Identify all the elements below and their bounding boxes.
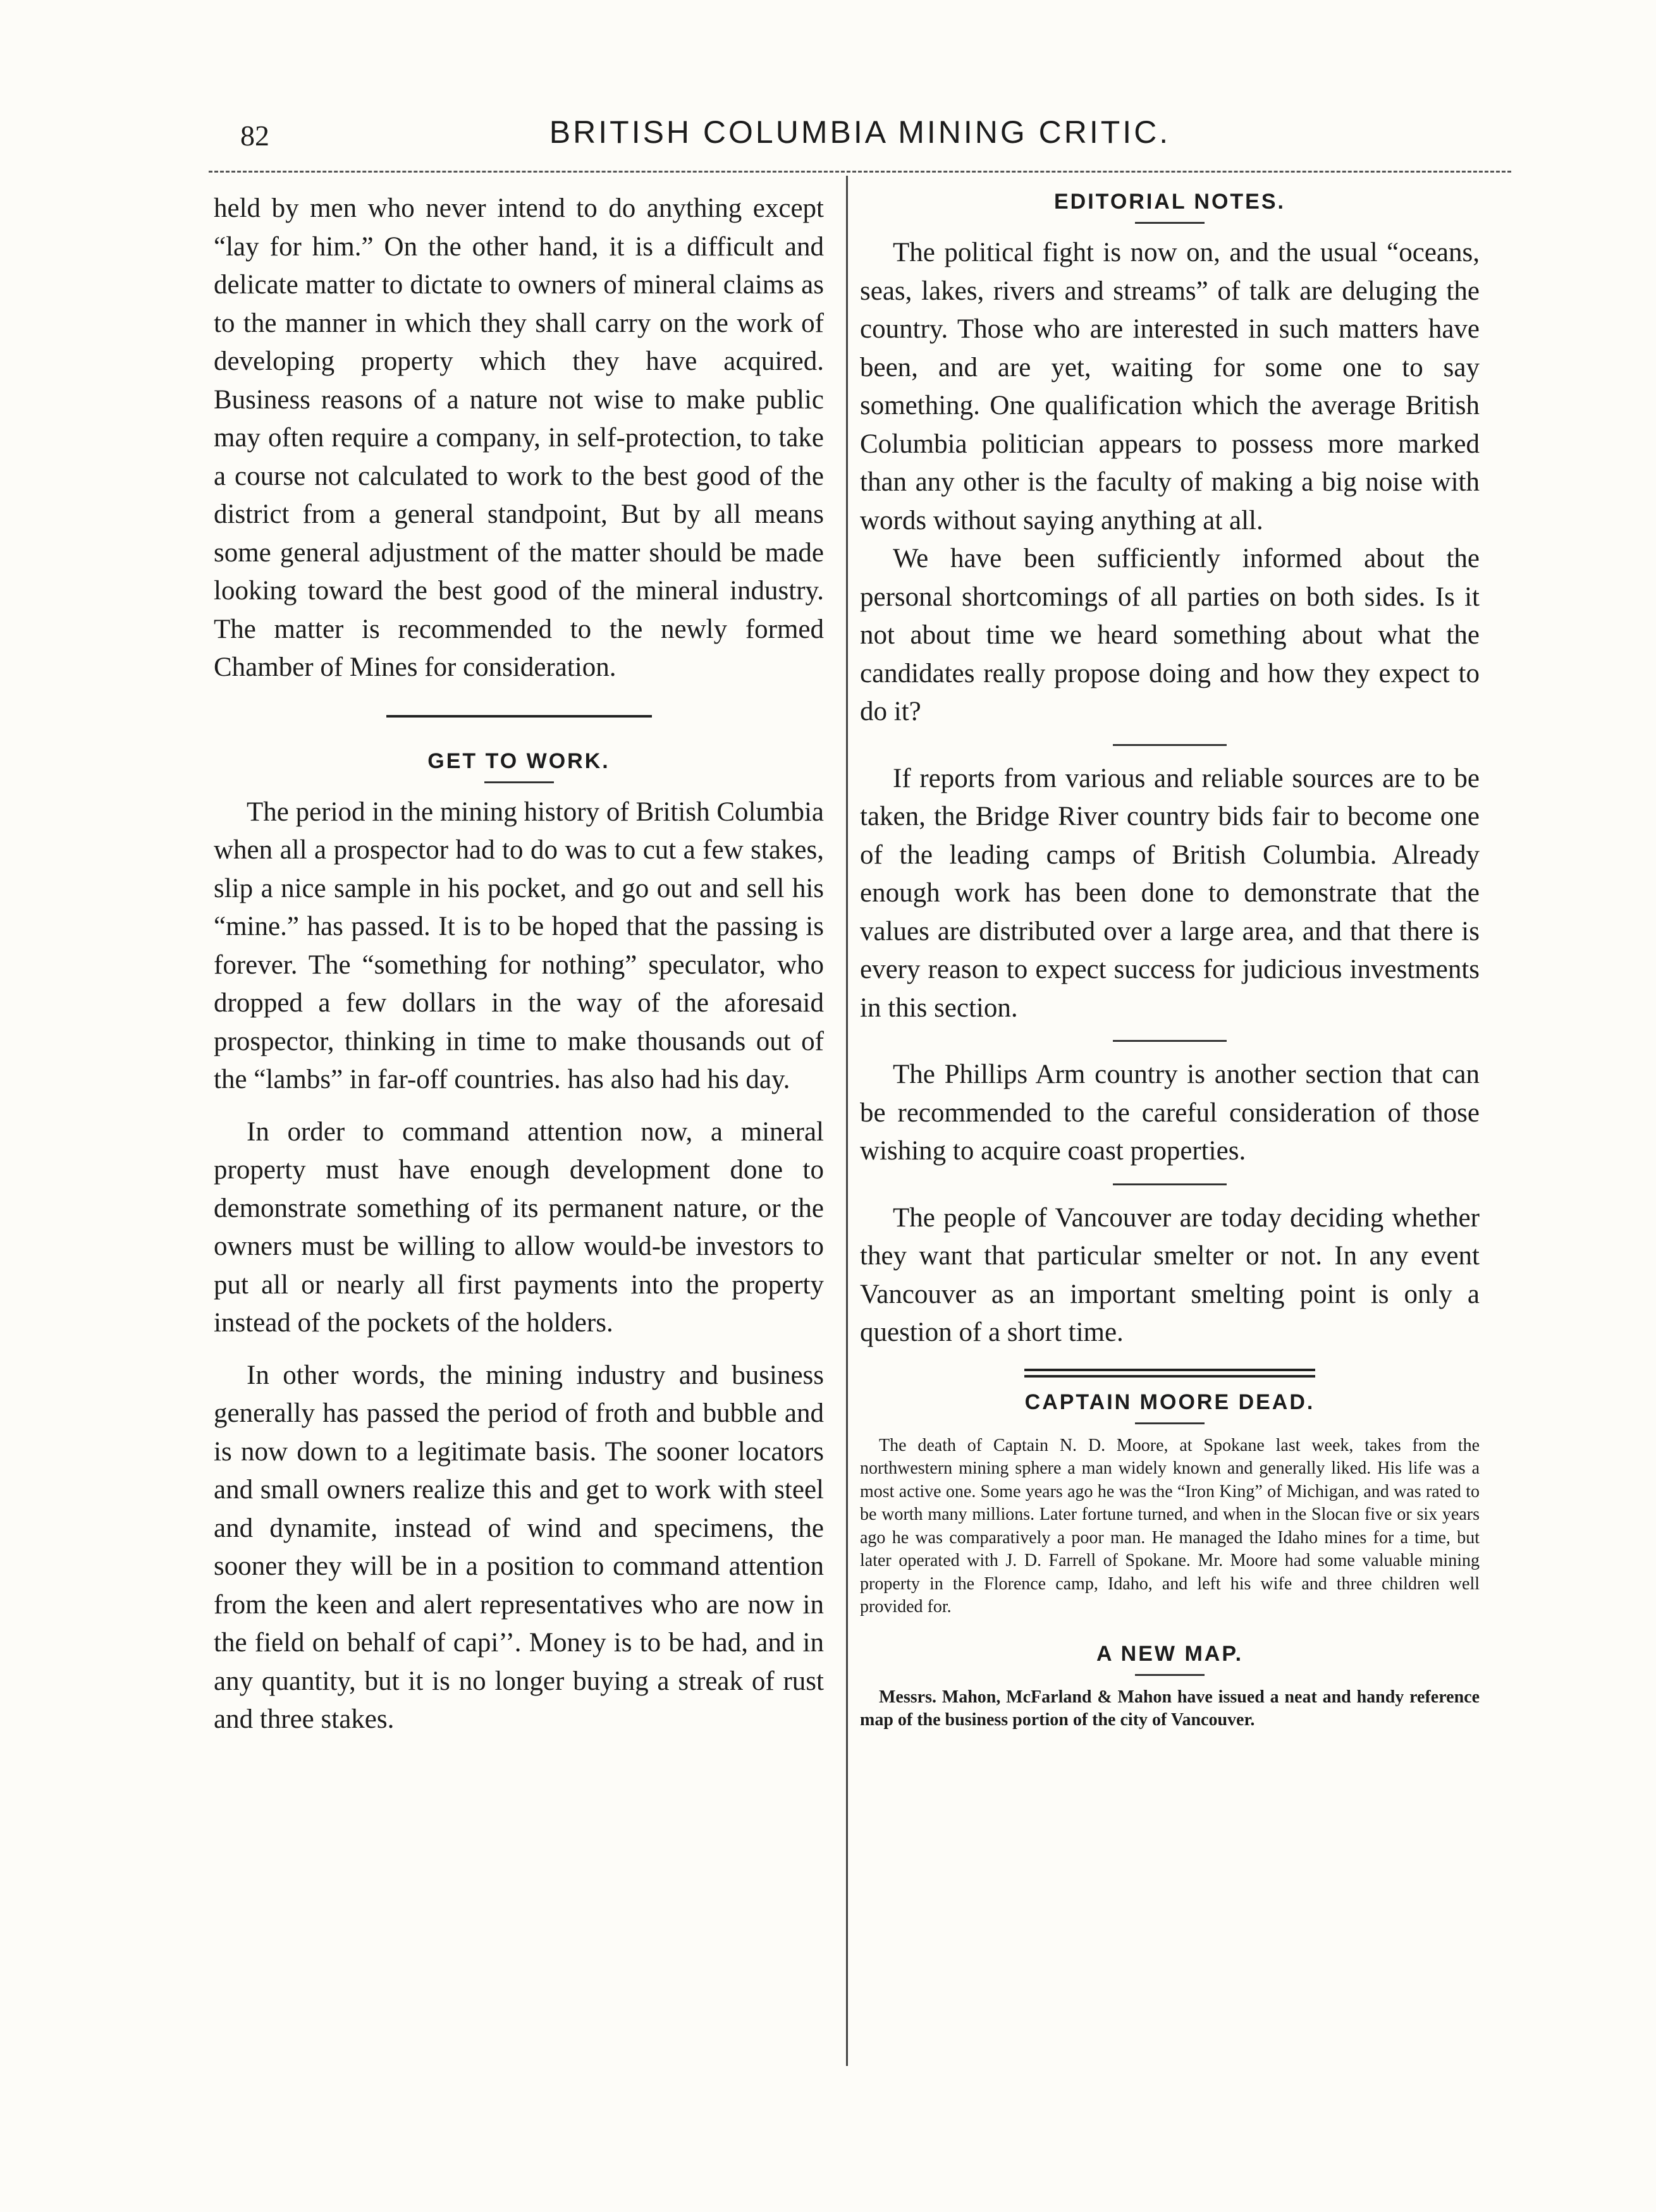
obituary-text: The death of Captain N. D. Moore, at Spokane last week, takes from the northwestern mining sphere a man widely known and generally liked. His life was a most active one. Some years ago he was the “Iron King” of Michigan, and was rated to be worth many millions. Later fortune turned, and when in the Slocan five or six years ago he was comparatively a poor man. He managed the Idaho mines for a time, but later operated with J. D. Farrell of Spokane. Mr. Moore had some valuable mining property in the Florence camp, Idaho, and left his wife and three children well provided for. <box>860 1435 1480 1616</box>
captain-moore-heading: CAPTAIN MOORE DEAD. <box>1024 1390 1315 1414</box>
right-column <box>860 190 1480 1732</box>
article-paragraph: In other words, the mining industry and business generally has passed the period of froth and bubble and is now down to a legitimate basis. The sooner locators and small owners realize this and get to work with steel and dynamite, instead of wind and specimens, the sooner they will be in a position to command attention from the keen and alert representatives who are now in the field on behalf of capi’’. Money is to be had, and in any quantity, but it is no longer buying a streak of rust and three stakes. <box>214 1360 824 1734</box>
heading-underline <box>1135 222 1205 224</box>
double-rule <box>1024 1369 1315 1378</box>
editorial-note: The political fight is now on, and the usual “oceans, seas, lakes, rivers and streams” of talk are deluging the country. Those who are interested in such matters have been, and are yet, waiting for some one to say something. One qualification which the average British Columbia politician appears to possess more marked than any other is the faculty of making a big noise with words without saying anything at all. <box>860 238 1480 535</box>
note-separator-rule <box>1113 1040 1227 1042</box>
editorial-notes-heading: EDITORIAL NOTES. <box>1053 190 1285 214</box>
editorial-note: If reports from various and reliable sources are to be taken, the Bridge River country bids fair to become one of the leading camps of British Columbia. Already enough work has been done to demonstrate that the values are distributed over a large area, and that there is every reason to expect success for judicious investments in this section. <box>860 763 1480 1023</box>
section-divider-rule <box>386 715 652 718</box>
left-column <box>214 190 824 1739</box>
continued-paragraph: held by men who never intend to do anything except “lay for him.” On the other hand, it is a difficult and delicate matter to dictate to owners of mineral claims as to the manner in which they shall carry on the work of developing property which they have acquired. Business reasons of a nature not wise to make public may often require a company, in self-protection, to take a course not calculated to work to the best good of the district from a general standpoint, But by all means some general adjustment of the matter should be made looking toward the best good of the mineral industry. The matter is recommended to the newly formed Chamber of Mines for consideration. <box>214 193 824 682</box>
note-separator-rule <box>1113 1183 1227 1185</box>
editorial-note: The people of Vancouver are today deciding whether they want that particular smelter or not. In any event Vancouver as an important smelting point is only a question of a short time. <box>860 1202 1480 1347</box>
new-map-text: Messrs. Mahon, McFarland & Mahon have issued a neat and handy reference map of the business portion of the city of Vancouver. <box>860 1687 1480 1730</box>
article-paragraph: The period in the mining history of British Columbia when all a prospector had to do was to cut a few stakes, slip a nice sample in his pocket, and go out and sell his “mine.” has passed. It is to be hoped that the passing is forever. The “something for nothing” speculator, who dropped a few dollars in the way of the aforesaid prospector, thinking in time to make thousands out of the “lambs” in far-off countries. has also had his day. <box>214 797 824 1094</box>
editorial-note: We have been sufficiently informed about the personal shortcomings of all parties on both sides. Is it not about time we heard something about what the candidates really propose doing and how they expect to do it? <box>860 544 1480 726</box>
article-paragraph: In order to command attention now, a mineral property must have enough development done to demonstrate something of its permanent nature, or the owners must be willing to allow would-be investors to put all or nearly all first payments into the property instead of the pockets of the holders. <box>214 1116 824 1338</box>
header-rule <box>209 171 1511 173</box>
page-number: 82 <box>240 119 269 152</box>
heading-underline <box>1135 1422 1205 1424</box>
note-separator-rule <box>1113 744 1227 746</box>
page-header <box>209 114 1511 164</box>
heading-underline <box>484 781 554 783</box>
running-title: BRITISH COLUMBIA MINING CRITIC. <box>549 114 1171 150</box>
editorial-note: The Phillips Arm country is another section that can be recommended to the careful consideration of those wishing to acquire coast properties. <box>860 1060 1480 1166</box>
column-divider <box>846 176 848 2066</box>
get-to-work-heading: GET TO WORK. <box>427 749 610 773</box>
new-map-heading: A NEW MAP. <box>1096 1641 1244 1666</box>
heading-underline <box>1135 1674 1205 1676</box>
